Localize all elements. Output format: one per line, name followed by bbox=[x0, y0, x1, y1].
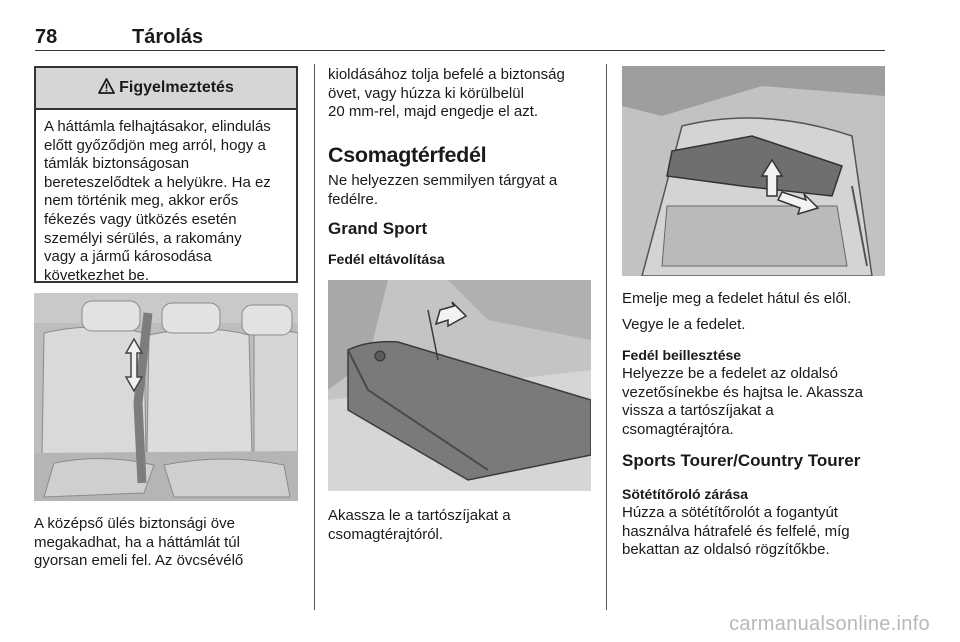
text-line: Vegye le a fedelet. bbox=[622, 315, 746, 333]
text-line: csomagtérajtóra. bbox=[622, 420, 734, 438]
text-line: előtt győződjön meg arról, hogy a bbox=[44, 136, 266, 154]
watermark: carmanualsonline.info bbox=[729, 613, 930, 635]
page-number: 78 bbox=[35, 26, 58, 48]
header-rule bbox=[35, 50, 885, 51]
section-intro bbox=[328, 172, 603, 209]
text-line: övet, vagy húzza ki körülbelül bbox=[328, 84, 524, 102]
text-line: vezetősínekbe és hajtsa le. Akassza bbox=[622, 383, 863, 401]
col2-intro bbox=[328, 66, 603, 122]
figure-rear-seat-belt bbox=[34, 293, 298, 501]
text-line: megakadhat, ha a háttámlát túl bbox=[34, 533, 240, 551]
text-line: Ne helyezzen semmilyen tárgyat a bbox=[328, 172, 558, 189]
text-line: csomagtérajtóról. bbox=[328, 525, 444, 543]
section-heading: Csomagtérfedél bbox=[328, 143, 487, 167]
col2-caption bbox=[328, 507, 603, 544]
blind-paragraph bbox=[622, 504, 897, 560]
insert-paragraph bbox=[622, 365, 897, 439]
text-line: A háttámla felhajtásakor, elindulás bbox=[44, 118, 271, 135]
text-line: Emelje meg a fedelet hátul és elől. bbox=[622, 290, 852, 307]
col3-steps bbox=[622, 290, 892, 334]
warning-triangle-icon bbox=[98, 78, 115, 99]
text-line: kioldásához tolja befelé a biztonság bbox=[328, 66, 565, 83]
text-line: Húzza a sötétítőrolót a fogantyút bbox=[622, 504, 838, 521]
figure-cover-removal bbox=[328, 280, 591, 491]
text-line: bekattan az oldalsó rögzítőkbe. bbox=[622, 541, 830, 559]
col1-paragraph bbox=[34, 515, 304, 571]
column-divider bbox=[606, 64, 607, 610]
insert-heading: Fedél beillesztése bbox=[622, 347, 742, 363]
text-line: támlák biztonságosan bbox=[44, 155, 190, 173]
text-line: személyi sérülés, a rakomány bbox=[44, 229, 242, 247]
page-header bbox=[35, 24, 885, 52]
warning-title: Figyelmeztetés bbox=[119, 79, 234, 96]
figure-trunk-cover bbox=[622, 66, 885, 276]
text-line: Helyezze be a fedelet az oldalsó bbox=[622, 365, 838, 382]
text-line: következhet be. bbox=[44, 266, 150, 284]
warning-text bbox=[36, 110, 296, 285]
subsubheading: Fedél eltávolítása bbox=[328, 251, 445, 267]
chapter-title: Tárolás bbox=[132, 26, 204, 48]
warning-box bbox=[34, 66, 298, 283]
warning-header bbox=[36, 68, 296, 110]
subheading: Grand Sport bbox=[328, 219, 428, 238]
text-line: használva hátrafelé és felfelé, míg bbox=[622, 522, 850, 540]
text-line: 20 mm-rel, majd engedje el azt. bbox=[328, 103, 539, 121]
text-line: fedélre. bbox=[328, 190, 379, 208]
text-line: nem történik meg, akkor erős bbox=[44, 192, 239, 210]
subheading: Sports Tourer/Country Tourer bbox=[622, 451, 861, 470]
text-line: vagy a jármű károsodása bbox=[44, 248, 212, 266]
text-line: vissza a tartószíjakat a bbox=[622, 402, 774, 420]
text-line: Akassza le a tartószíjakat a bbox=[328, 507, 511, 524]
text-line: A középső ülés biztonsági öve bbox=[34, 515, 235, 532]
text-line: bereteszelődtek a helyükre. Ha ez bbox=[44, 173, 271, 191]
text-line: fékezés vagy ütközés esetén bbox=[44, 210, 237, 228]
blind-heading: Sötétítőroló zárása bbox=[622, 486, 749, 502]
text-line: gyorsan emeli fel. Az övcsévélő bbox=[34, 552, 244, 570]
column-divider bbox=[314, 64, 315, 610]
